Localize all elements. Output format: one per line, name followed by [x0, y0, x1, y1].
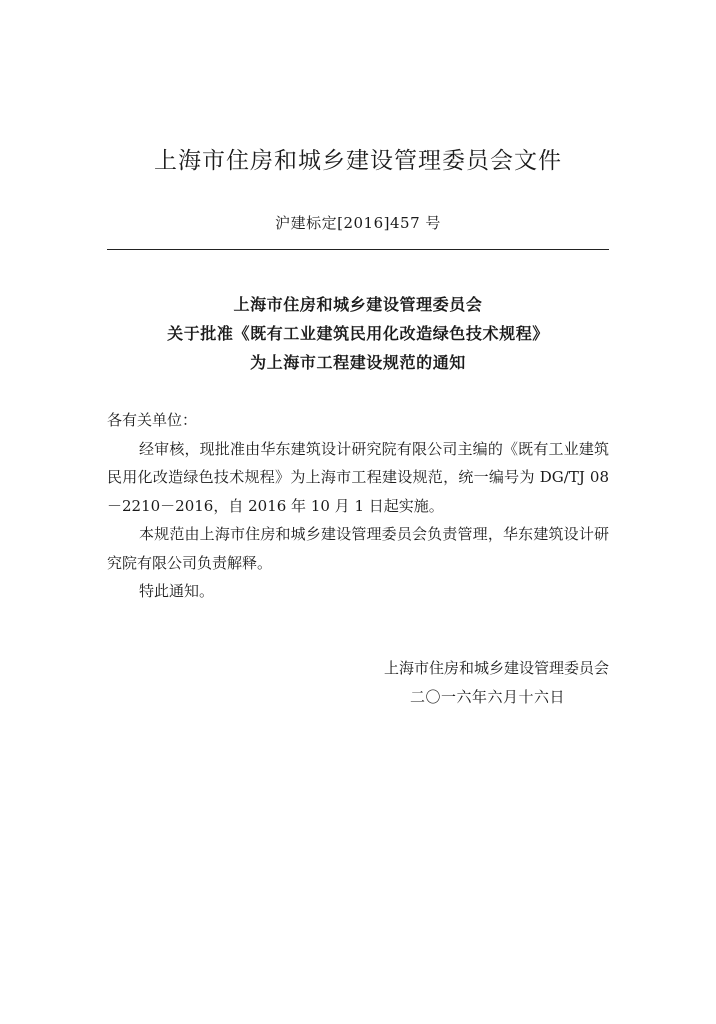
- header-divider: [107, 249, 609, 250]
- notice-body: [107, 406, 609, 606]
- salutation: 各有关单位：: [107, 411, 198, 429]
- signature-date: 二〇一六年六月十六日: [409, 688, 565, 706]
- notice-title-line-2: 关于批准《既有工业建筑民用化改造绿色技术规程》: [167, 324, 549, 343]
- signature-block: [107, 654, 609, 712]
- document-header-title: 上海市住房和城乡建设管理委员会文件: [154, 148, 562, 174]
- signature-organization: 上海市住房和城乡建设管理委员会: [383, 659, 609, 677]
- body-paragraph-management: 本规范由上海市住房和城乡建设管理委员会负责管理，华东建筑设计研究院有限公司负责解释。: [107, 525, 609, 572]
- document-number: 沪建标定[2016]457 号: [275, 214, 441, 232]
- body-paragraph-approval: 经审核，现批准由华东建筑设计研究院有限公司主编的《既有工业建筑民用化改造绿色技术规程》为上海市工程建设规范，统一编号为 DG/TJ 08－2210－2016，自 2016 年 10 月 1 日起实施。: [107, 439, 609, 515]
- body-paragraph-closing: 特此通知。: [139, 582, 215, 600]
- notice-title: [100, 290, 616, 377]
- notice-title-line-1: 上海市住房和城乡建设管理委员会: [233, 295, 483, 314]
- notice-title-line-3: 为上海市工程建设规范的通知: [250, 353, 466, 372]
